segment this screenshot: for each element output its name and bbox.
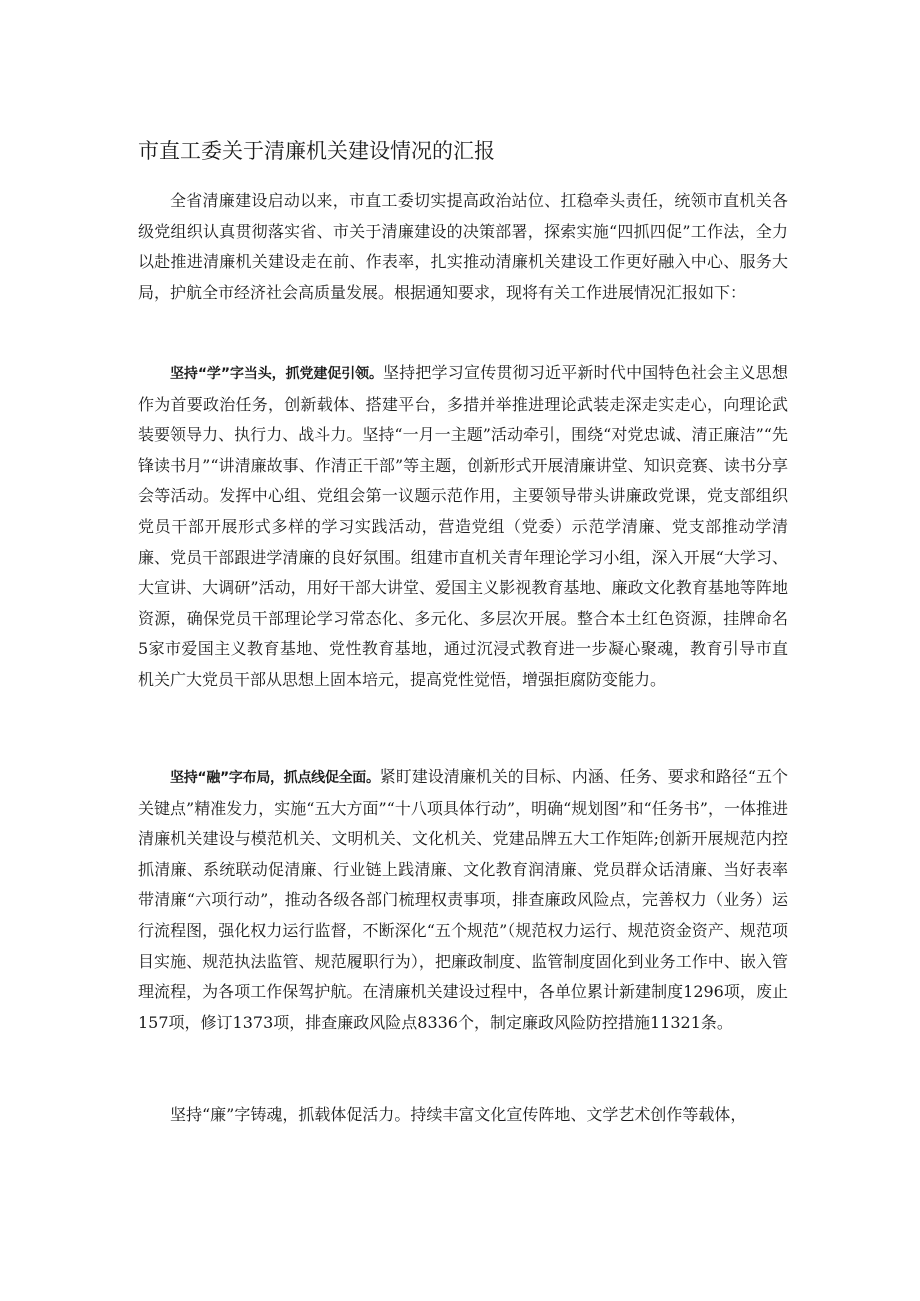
paragraph-text: 全省清廉建设启动以来，市直工委切实提高政治站位、扛稳牵头责任，统领市直机关各级党组织认真贯彻落实省、市关于清廉建设的决策部署，探索实施“四抓四促”工作法，全力以赴推进清廉机关建设走在前、作表率，扎实推动清廉机关建设工作更好融入中心、服务大局，护航全市经济社会高质量发展。根据通知要求，现将有关工作进展情况汇报如下： xyxy=(138,191,788,302)
section-heading: 坚持“融”字布局，抓点线促全面。 xyxy=(170,770,380,786)
paragraph-text: 坚持把学习宣传贯彻习近平新时代中国特色社会主义思想作为首要政治任务，创新载体、搭建平台，多措并举推进理论武装走深走实走心，向理论武装要领导力、执行力、战斗力。坚持“一月一主题”活动牵引，围绕“对党忠诚、清正廉洁”“先锋读书月”“讲清廉故事、作清正干部”等主题，创新形式开展清廉讲堂、知识竞赛、读书分享会等活动。发挥中心组、党组会第一议题示范作用，主要领导带头讲廉政党课，党支部组织党员干部开展形式多样的学习实践活动，营造党组（党委）示范学清廉、党支部推动学清廉、党员干部跟进学清廉的良好氛围。组建市直机关青年理论学习小组，深入开展“大学习、大宣讲、大调研”活动，用好干部大讲堂、爱国主义影视教育基地、廉政文化教育基地等阵地资源，确保党员干部理论学习常态化、多元化、多层次开展。整合本土红色资源，挂牌命名5家市爱国主义教育基地、党性教育基地，通过沉浸式教育进一步凝心聚魂，教育引导市直机关广大党员干部从思想上固本培元，提高党性觉悟，增强拒腐防变能力。 xyxy=(138,363,788,689)
section-paragraph-study xyxy=(138,358,788,696)
section-paragraph-integrity xyxy=(138,1100,788,1131)
paragraph-text: 持续丰富文化宣传阵地、文学艺术创作等载体， xyxy=(410,1105,747,1124)
document-title: 市直工委关于清廉机关建设情况的汇报 xyxy=(138,139,495,163)
paragraph-text: 紧盯建设清廉机关的目标、内涵、任务、要求和路径“五个关键点”精准发力，实施“五大方面”“十八项具体行动”，明确“规划图”和“任务书”，一体推进清廉机关建设与模范机关、文明机关、文化机关、党建品牌五大工作矩阵;创新开展规范内控抓清廉、系统联动促清廉、行业链上践清廉、文化教育润清廉、党员群众话清廉、当好表率带清廉“六项行动”，推动各级各部门梳理权责事项，排查廉政风险点，完善权力（业务）运行流程图，强化权力运行监督，不断深化“五个规范”（规范权力运行、规范资金资产、规范项目实施、规范执法监管、规范履职行为），把廉政制度、监管制度固化到业务工作中、嵌入管理流程，为各项工作保驾护航。在清廉机关建设过程中，各单位累计新建制度1296项，废止157项，修订1373项，排查廉政风险点8336个，制定廉政风险防控措施11321条。 xyxy=(138,767,788,1032)
section-heading: 坚持“学”字当头，抓党建促引领。 xyxy=(170,366,383,382)
section-heading: 坚持“廉”字铸魂，抓载体促活力。 xyxy=(170,1105,411,1124)
intro-paragraph xyxy=(138,186,788,308)
section-paragraph-integration xyxy=(138,762,788,1038)
